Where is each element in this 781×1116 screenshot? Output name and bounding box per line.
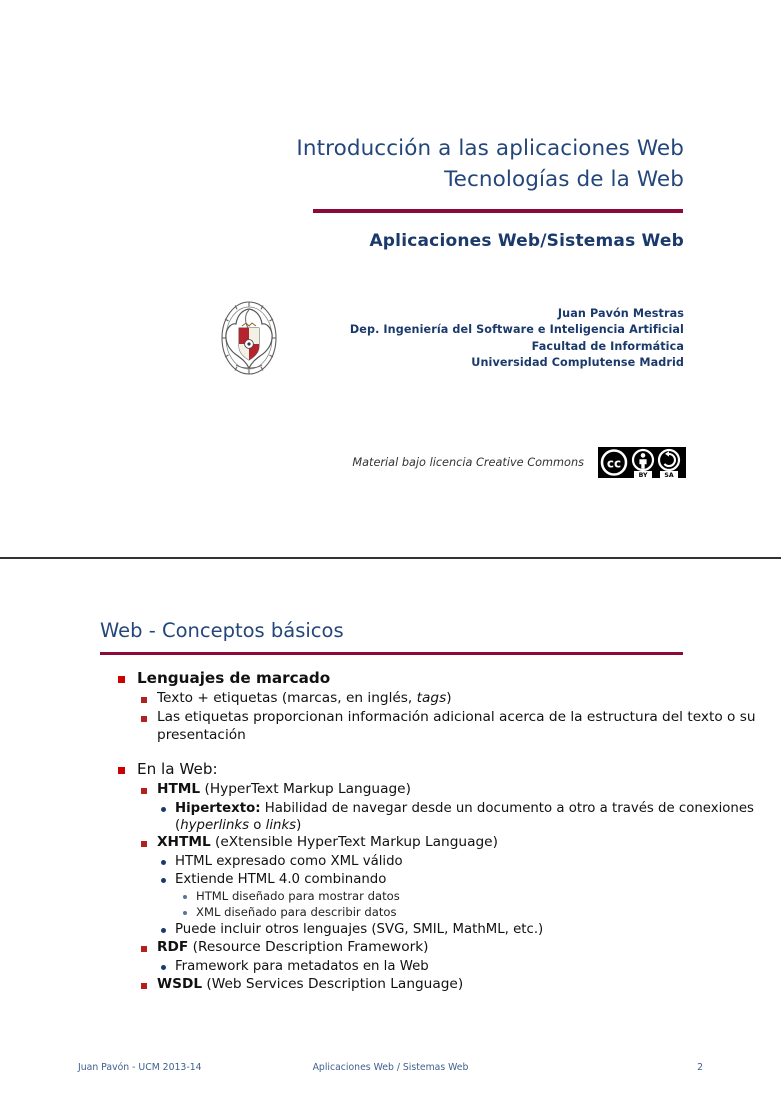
bullet-item-l2	[0, 976, 781, 995]
bullet-text-part: HTML	[157, 781, 201, 798]
bullet-item-l2	[0, 834, 781, 853]
bullet-text-part: tags	[416, 690, 447, 706]
bullet-text	[175, 871, 781, 888]
bullet-text-part: (Web Services Description Language)	[202, 976, 464, 993]
bullet-text-part: o	[249, 818, 266, 834]
bullet-item-l1	[0, 760, 781, 781]
bullet-item-l2	[0, 939, 781, 958]
author-block	[350, 306, 684, 372]
slide-footer	[0, 1062, 781, 1092]
bullet-text-part: Extiende HTML 4.0 combinando	[175, 872, 387, 888]
bullet-text	[196, 889, 781, 904]
bullet-item-l3	[0, 853, 781, 871]
footer-author: Juan Pavón - UCM 2013-14	[78, 1062, 202, 1073]
bullet-item-l3	[0, 921, 781, 939]
bullet-text-part: RDF	[157, 939, 189, 956]
bullet-text	[175, 853, 781, 870]
bullet-text	[157, 939, 781, 957]
bullet-text	[175, 800, 781, 834]
bullet-item-l2	[0, 781, 781, 800]
bullet-item-l2	[0, 709, 781, 744]
bullet-text-part: (Resource Description Framework)	[188, 939, 429, 956]
author-faculty: Facultad de Informática	[531, 339, 684, 353]
bullet-text	[175, 958, 781, 975]
bullet-text	[137, 669, 781, 688]
bullet-text-part: hyperlinks	[180, 818, 250, 834]
content-slide	[0, 559, 781, 1116]
bullet-item-l2	[0, 690, 781, 709]
bullet-list	[0, 669, 781, 995]
license-text: Material bajo licencia Creative Commons	[352, 456, 584, 469]
footer-course: Aplicaciones Web / Sistemas Web	[312, 1062, 469, 1073]
bullet-text-part: Habilidad de navegar desde un documento a otro a través de conexiones (	[175, 801, 754, 834]
license-row	[352, 447, 686, 478]
bullet-text	[137, 760, 781, 779]
author-department: Dep. Ingeniería del Software e Inteligencia Artificial	[349, 323, 684, 337]
author-university: Universidad Complutense Madrid	[471, 356, 684, 370]
bullet-text-part: (HyperText Markup Language)	[200, 781, 411, 798]
bullet-text	[157, 976, 781, 994]
bullet-item-l3	[0, 958, 781, 976]
bullet-text-part: Las etiquetas proporcionan información adicional acerca de la estructura del texto o su presentación	[157, 709, 756, 743]
bullet-text-part: En la Web:	[137, 760, 218, 779]
bullet-text	[157, 709, 781, 744]
bullet-text-part: HTML diseñado para mostrar datos	[196, 889, 400, 904]
bullet-item-l1	[0, 669, 781, 690]
bullet-text-part: Texto + etiquetas (marcas, en inglés,	[157, 690, 417, 706]
content-accent-rule	[100, 652, 683, 655]
bullet-text-part: Framework para metadatos en la Web	[175, 959, 429, 975]
creative-commons-badge-icon	[598, 447, 686, 478]
svg-text:SA: SA	[664, 471, 674, 478]
bullet-text-part: XHTML	[157, 834, 211, 851]
page-title: Web - Conceptos básicos	[100, 619, 344, 642]
bullet-spacer	[0, 744, 781, 760]
bullet-text	[157, 834, 781, 852]
bullet-text-part: Lenguajes de marcado	[137, 669, 331, 687]
bullet-text-part: (eXtensible HyperText Markup Language)	[210, 834, 498, 851]
bullet-text-part: )	[446, 690, 452, 706]
bullet-text	[196, 905, 781, 920]
bullet-text-part: WSDL	[157, 976, 203, 993]
bullet-item-l4	[0, 889, 781, 905]
bullet-item-l3	[0, 800, 781, 834]
bullet-text-part: HTML expresado como XML válido	[175, 854, 403, 870]
title-accent-rule	[313, 209, 683, 213]
bullet-item-l4	[0, 905, 781, 921]
bullet-text-part: )	[296, 818, 302, 834]
bullet-text-part: links	[265, 818, 297, 834]
footer-page-number: 2	[697, 1062, 703, 1073]
title-line-2: Tecnologías de la Web	[444, 167, 684, 192]
bullet-text-part: Puede incluir otros lenguajes (SVG, SMIL, MathML, etc.)	[175, 922, 544, 938]
title-slide-subtitle: Aplicaciones Web/Sistemas Web	[369, 231, 684, 251]
svg-text:BY: BY	[638, 471, 648, 478]
author-name: Juan Pavón Mestras	[557, 307, 684, 320]
bullet-text-part: Hipertexto:	[175, 801, 261, 817]
bullet-text	[157, 781, 781, 799]
title-slide-heading	[40, 133, 684, 195]
ucm-crest-logo	[218, 299, 280, 377]
bullet-item-l3	[0, 871, 781, 889]
title-line-1: Introducción a las aplicaciones Web	[296, 136, 684, 161]
bullet-text	[175, 921, 781, 938]
svg-text:cc: cc	[606, 456, 622, 471]
bullet-text-part: XML diseñado para describir datos	[196, 905, 397, 920]
bullet-text	[157, 690, 781, 708]
